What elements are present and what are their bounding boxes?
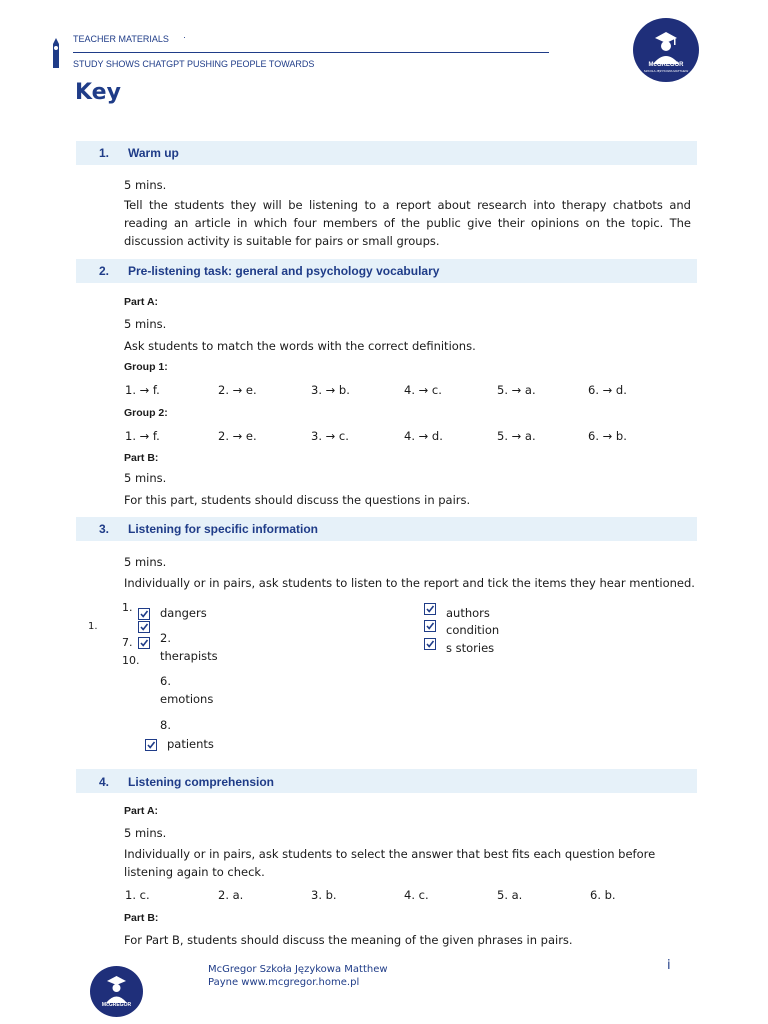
answer: 6. b. — [590, 888, 616, 902]
s4-part-b-label: Part B: — [124, 912, 159, 924]
checkmark-icon — [425, 639, 435, 649]
teacher-materials-label: TEACHER MATERIALS — [73, 34, 169, 44]
s3-side-number: 1. — [88, 621, 98, 632]
section-title: Listening comprehension — [128, 775, 275, 789]
group-2-label: Group 2: — [124, 407, 168, 419]
header-dot: · — [183, 32, 186, 42]
s2-time-a: 5 mins. — [124, 317, 167, 331]
group-1-label: Group 1: — [124, 361, 168, 373]
item-number: 6. — [160, 674, 171, 688]
item-emotions: emotions — [160, 692, 214, 706]
section-number: 4. — [99, 775, 110, 789]
section-title: Listening for specific information — [128, 522, 319, 536]
checked-checkbox[interactable] — [145, 739, 157, 751]
answer: 3. → c. — [311, 429, 349, 443]
item-condition: condition — [446, 623, 500, 637]
checked-checkbox[interactable] — [138, 637, 150, 649]
s4-time-a: 5 mins. — [124, 826, 167, 840]
section-1-header — [76, 141, 697, 165]
checked-checkbox[interactable] — [424, 603, 436, 615]
s4-text-b: For Part B, students should discuss the meaning of the given phrases in pairs. — [124, 933, 573, 947]
checkmark-icon — [146, 740, 156, 750]
item-dangers: dangers — [160, 606, 207, 620]
checked-checkbox[interactable] — [424, 638, 436, 650]
checkmark-icon — [425, 604, 435, 614]
s2-part-b-label: Part B: — [124, 452, 159, 464]
answer: 5. a. — [497, 888, 523, 902]
answer: 5. → a. — [497, 383, 536, 397]
s4-instruction: Individually or in pairs, ask students to select the answer that best fits each question before listening again to check. — [124, 847, 656, 879]
section-2-header — [76, 259, 697, 283]
s3-time: 5 mins. — [124, 555, 167, 569]
footer-address — [208, 963, 408, 989]
s1-time: 5 mins. — [124, 178, 167, 192]
big-ben-icon — [50, 38, 62, 68]
answer: 2. a. — [218, 888, 244, 902]
page-title: Key — [75, 80, 121, 105]
item-patients: patients — [167, 737, 214, 751]
answer: 2. → e. — [218, 383, 257, 397]
answer: 2. → e. — [218, 429, 257, 443]
checkmark-icon — [139, 609, 149, 619]
study-title: STUDY SHOWS CHATGPT PUSHING PEOPLE TOWARDS — [73, 59, 315, 69]
checkmark-icon — [139, 622, 149, 632]
item-therapists: therapists — [160, 649, 218, 663]
section-number: 1. — [99, 146, 110, 160]
item-number: 10. — [122, 654, 140, 667]
answer: 4. c. — [404, 888, 429, 902]
section-3-header — [76, 517, 697, 541]
checked-checkbox[interactable] — [138, 621, 150, 633]
logo-subtext: SZKOŁA JĘZYKOWA MATTHEW — [643, 69, 689, 73]
s3-instruction: Individually or in pairs, ask students to listen to the report and tick the items they hear mentioned. — [124, 576, 695, 590]
answer: 5. → a. — [497, 429, 536, 443]
s4-part-a-label: Part A: — [124, 805, 159, 817]
logo-text: McGREGOR — [648, 62, 684, 68]
checkmark-icon — [425, 621, 435, 631]
item-number: 1. — [122, 601, 133, 614]
s2-text-b: For this part, students should discuss the questions in pairs. — [124, 493, 471, 507]
section-title: Pre-listening task: general and psychology vocabulary — [128, 264, 440, 278]
answer: 1. → f. — [125, 429, 160, 443]
header-divider — [73, 52, 549, 53]
item-number: 7. — [122, 636, 133, 649]
answer: 3. b. — [311, 888, 337, 902]
answer: 4. → c. — [404, 383, 442, 397]
footer-line-2: Payne www.mcgregor.home.pl — [208, 977, 360, 988]
item-number: 8. — [160, 718, 171, 732]
section-4-header — [76, 769, 697, 793]
checked-checkbox[interactable] — [424, 620, 436, 632]
mcgregor-logo — [633, 18, 699, 82]
section-title: Warm up — [128, 146, 179, 160]
answer: 4. → d. — [404, 429, 443, 443]
footer-logo-text: McGREGOR — [101, 1002, 132, 1008]
section-number: 2. — [99, 264, 110, 278]
checkmark-icon — [139, 638, 149, 648]
graduate-icon — [90, 966, 143, 1017]
footer-line-1: McGregor Szkoła Językowa Matthew — [208, 964, 388, 975]
answer: 6. → b. — [588, 429, 627, 443]
item-authors: authors — [446, 606, 490, 620]
answer: 1. → f. — [125, 383, 160, 397]
answer: 3. → b. — [311, 383, 350, 397]
s2-time-b: 5 mins. — [124, 471, 167, 485]
footer-logo — [90, 966, 143, 1017]
s1-text: Tell the students they will be listening to a report about research into therapy chatbots and reading an article in which four members of the public give their opinions on the topic. The discussion activity is suitable for pairs or small groups. — [124, 198, 691, 248]
item-stories: s stories — [446, 641, 495, 655]
item-number: 2. — [160, 631, 171, 645]
page-number: i — [667, 958, 671, 973]
checked-checkbox[interactable] — [138, 608, 150, 620]
s2-part-a-label: Part A: — [124, 296, 159, 308]
answer: 6. → d. — [588, 383, 627, 397]
section-number: 3. — [99, 522, 110, 536]
answer: 1. c. — [125, 888, 150, 902]
s2-instruction: Ask students to match the words with the correct definitions. — [124, 339, 476, 353]
